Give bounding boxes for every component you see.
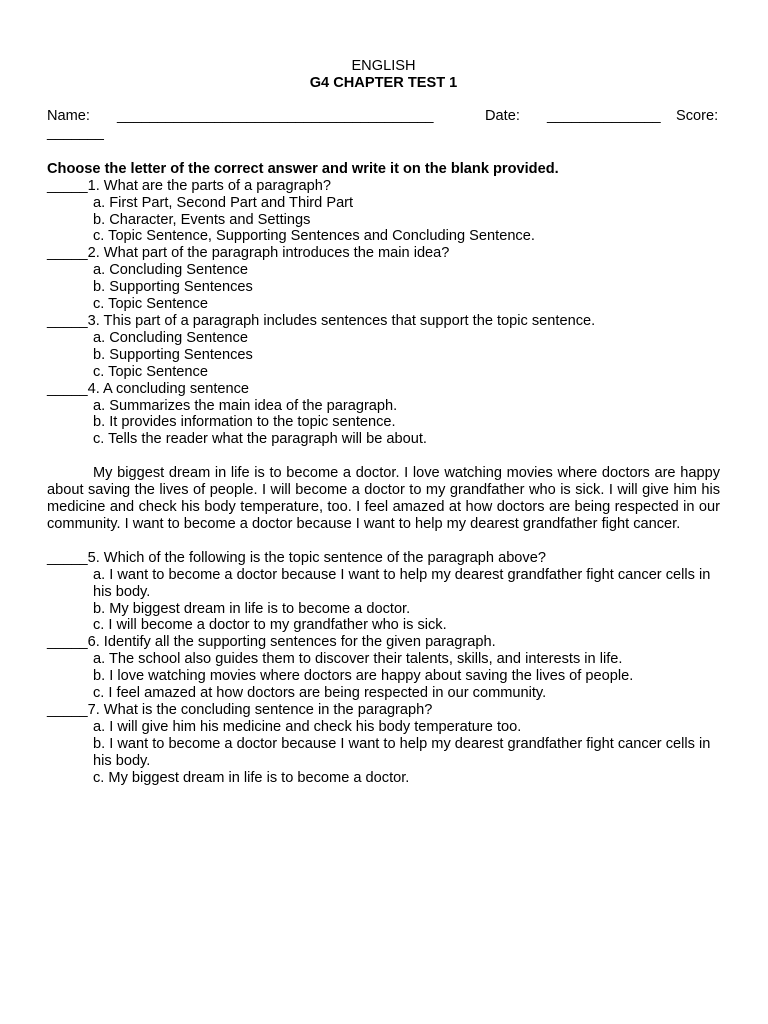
answer-option: a. First Part, Second Part and Third Part [93, 194, 354, 211]
score-label: Score: [676, 107, 719, 124]
answer-option: c. I feel amazed at how doctors are being respected in our community. [93, 685, 547, 702]
answer-option: c. Topic Sentence [93, 363, 208, 380]
question-part2-2: _____6. Identify all the supporting sentences for the given paragraph. [47, 634, 496, 651]
score-blank: _______ [47, 124, 104, 141]
answer-option: b. Character, Events and Settings [93, 211, 311, 228]
question-part1-4: _____4. A concluding sentence [47, 380, 250, 397]
answer-option: b. I want to become a doctor because I want to help my dearest grandfather fight cancer cells in his body. [93, 735, 711, 769]
reading-passage: My biggest dream in life is to become a doctor. I love watching movies where doctors are happy about saving the lives of people. I will become a doctor to my grandfather who is sick. I will give him his medicine and check his body temperature, too. I feel amazed at how doctors are being respected in our community. I want to become a doctor because I want to help my dearest grandfather fight cancer. [47, 465, 720, 532]
question-part1-2: _____2. What part of the paragraph introduces the main idea? [47, 245, 450, 262]
name-label: Name: [47, 107, 90, 124]
name-blank: _______________________________________ [117, 107, 434, 124]
answer-option: a. Concluding Sentence [93, 329, 248, 346]
answer-option: a. I want to become a doctor because I want to help my dearest grandfather fight cancer cells in his body. [93, 566, 711, 600]
answer-option: c. Tells the reader what the paragraph will be about. [93, 431, 427, 448]
question-part1-3: _____3. This part of a paragraph includes sentences that support the topic sentence. [47, 312, 596, 329]
question-group-1 [47, 178, 720, 449]
test-title: G4 CHAPTER TEST 1 [309, 74, 458, 91]
answer-option: c. Topic Sentence, Supporting Sentences and Concluding Sentence. [93, 228, 535, 245]
answer-option: a. The school also guides them to discover their talents, skills, and interests in life. [93, 651, 623, 668]
question-part2-1: _____5. Which of the following is the topic sentence of the paragraph above? [47, 549, 546, 566]
answer-option: c. Topic Sentence [93, 296, 208, 313]
answer-option: a. I will give him his medicine and check his body temperature too. [93, 718, 522, 735]
question-group-2 [47, 550, 720, 787]
question-part2-3: _____7. What is the concluding sentence in the paragraph? [47, 702, 433, 718]
answer-option: b. I love watching movies where doctors are happy about saving the lives of people. [93, 668, 634, 685]
answer-option: b. Supporting Sentences [93, 346, 253, 363]
instructions: Choose the letter of the correct answer and write it on the blank provided. [47, 160, 559, 177]
answer-option: a. Summarizes the main idea of the paragraph. [93, 397, 398, 414]
answer-option: b. Supporting Sentences [93, 279, 253, 296]
question-part1-1: _____1. What are the parts of a paragraph? [47, 177, 331, 194]
date-blank: ______________ [547, 107, 661, 124]
test-page [47, 58, 720, 787]
subject-heading: ENGLISH [351, 58, 416, 74]
student-info-row [47, 108, 720, 125]
answer-option: b. My biggest dream in life is to become a doctor. [93, 600, 411, 617]
answer-option: a. Concluding Sentence [93, 262, 248, 279]
date-label: Date: [485, 107, 520, 124]
answer-option: c. I will become a doctor to my grandfather who is sick. [93, 617, 447, 634]
answer-option: c. My biggest dream in life is to become a doctor. [93, 769, 410, 786]
answer-option: b. It provides information to the topic sentence. [93, 414, 396, 431]
